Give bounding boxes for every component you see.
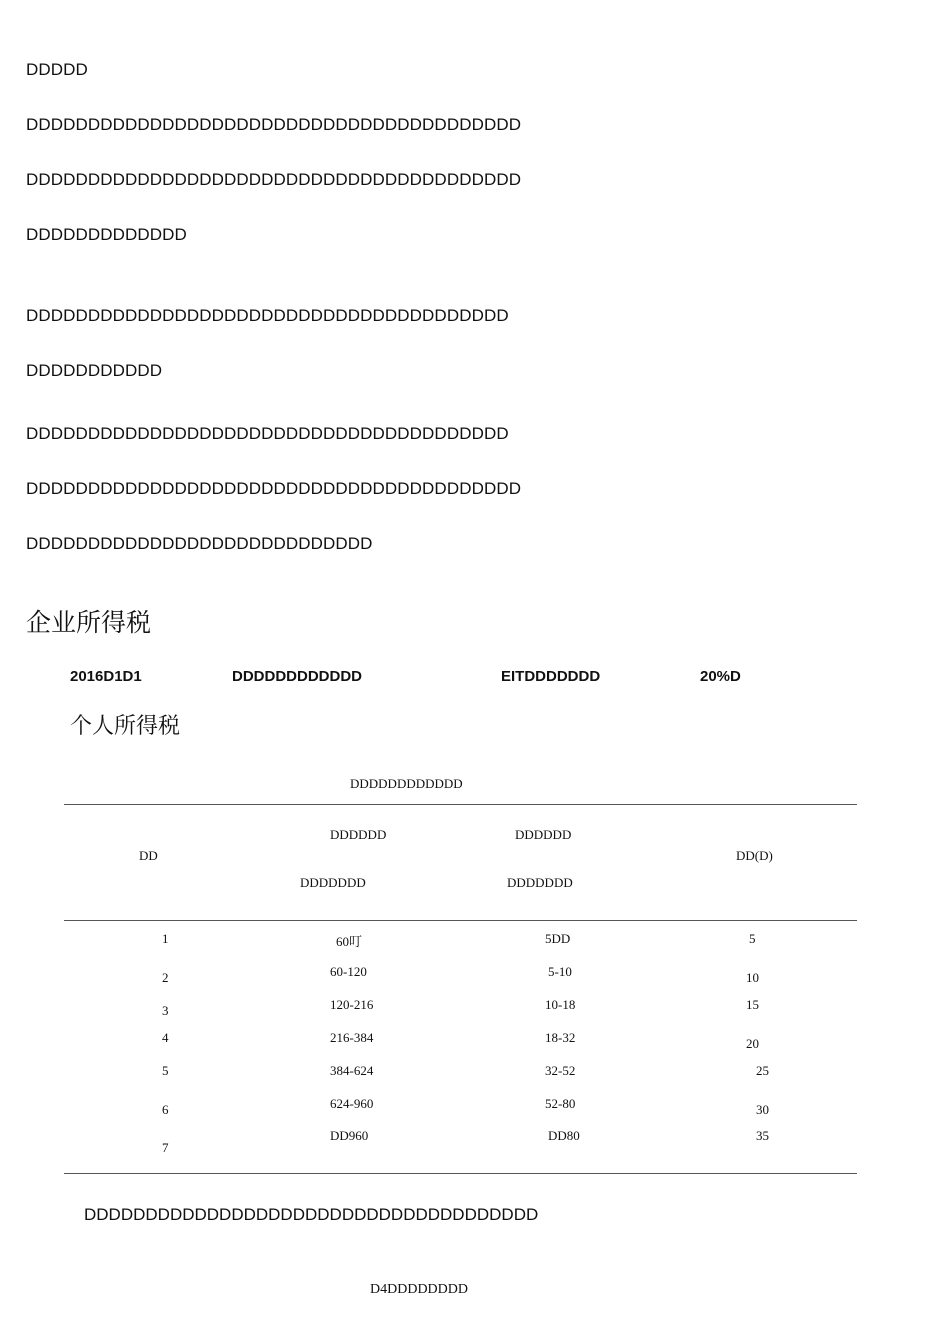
individual-tax-heading: 个人所得税 (70, 714, 181, 739)
table-header-rule (64, 920, 857, 921)
cell-monthly: DD960 (330, 1128, 369, 1143)
page-number: D4DDDDDDDD (370, 1282, 468, 1297)
cell-rate: 35 (756, 1128, 769, 1143)
cell-rate: 25 (756, 1063, 769, 1078)
paragraph-line: DDDDDDDDDDD (26, 361, 163, 380)
enterprise-tax-desc: DDDDDDDDDDDD (232, 668, 362, 685)
cell-level: 3 (162, 1003, 169, 1018)
cell-rate: 15 (746, 997, 759, 1012)
cell-rate: 5 (749, 931, 756, 946)
header-level: DD (139, 848, 158, 863)
table-top-rule (64, 804, 857, 805)
cell-level: 4 (162, 1030, 169, 1045)
enterprise-tax-rate: 20%D (700, 668, 741, 685)
paragraph-line: DDDDD (26, 60, 88, 79)
table-title: DDDDDDDDDDDD (350, 776, 463, 791)
cell-monthly: 120-216 (330, 997, 374, 1012)
paragraph-line: DDDDDDDDDDDDDDDDDDDDDDDDDDDDDDDDDDDDDDDD (26, 115, 522, 134)
paragraph-line: DDDDDDDDDDDDDDDDDDDDDDDDDDDD (26, 534, 373, 553)
cell-monthly: 384-624 (330, 1063, 374, 1078)
paragraph-line: DDDDDDDDDDDDD (26, 225, 187, 244)
cell-rate: 10 (746, 970, 759, 985)
cell-level: 7 (162, 1140, 169, 1155)
paragraph-line: DDDDDDDDDDDDDDDDDDDDDDDDDDDDDDDDDDDDDDDD (26, 170, 522, 189)
cell-rate: 20 (746, 1036, 759, 1051)
cell-range: 52-80 (545, 1096, 576, 1111)
cell-level: 1 (162, 931, 169, 946)
header-rate: DD(D) (736, 848, 773, 863)
enterprise-tax-heading: 企业所得税 (26, 608, 152, 637)
paragraph-line: DDDDDDDDDDDDDDDDDDDDDDDDDDDDDDDDDDDDDDD (26, 424, 509, 443)
cell-level: 6 (162, 1102, 169, 1117)
header-col2-top: DDDDDD (330, 827, 387, 842)
enterprise-tax-date: 2016D1D1 (70, 668, 142, 685)
cell-range: DD80 (548, 1128, 580, 1143)
header-col3-bottom: DDDDDDD (507, 875, 573, 890)
header-col2-bottom: DDDDDDD (300, 875, 366, 890)
paragraph-line: DDDDDDDDDDDDDDDDDDDDDDDDDDDDDDDDDDDDDDD (26, 306, 509, 325)
table-bottom-rule (64, 1173, 857, 1174)
table-note: DDDDDDDDDDDDDDDDDDDDDDDDDDDDDDDDDDDDD (84, 1205, 539, 1224)
cell-range: 5-10 (548, 964, 572, 979)
cell-monthly: 60-120 (330, 964, 367, 979)
cell-rate: 30 (756, 1102, 769, 1117)
cell-range: 32-52 (545, 1063, 576, 1078)
cell-monthly: 60叮 (336, 934, 363, 949)
cell-level: 5 (162, 1063, 169, 1078)
paragraph-line: DDDDDDDDDDDDDDDDDDDDDDDDDDDDDDDDDDDDDDDD (26, 479, 522, 498)
header-col3-top: DDDDDD (515, 827, 572, 842)
cell-range: 5DD (545, 931, 571, 946)
cell-range: 18-32 (545, 1030, 576, 1045)
cell-range: 10-18 (545, 997, 576, 1012)
cell-monthly: 216-384 (330, 1030, 374, 1045)
cell-level: 2 (162, 970, 169, 985)
enterprise-tax-eit: EITDDDDDDD (501, 668, 601, 685)
cell-monthly: 624-960 (330, 1096, 374, 1111)
